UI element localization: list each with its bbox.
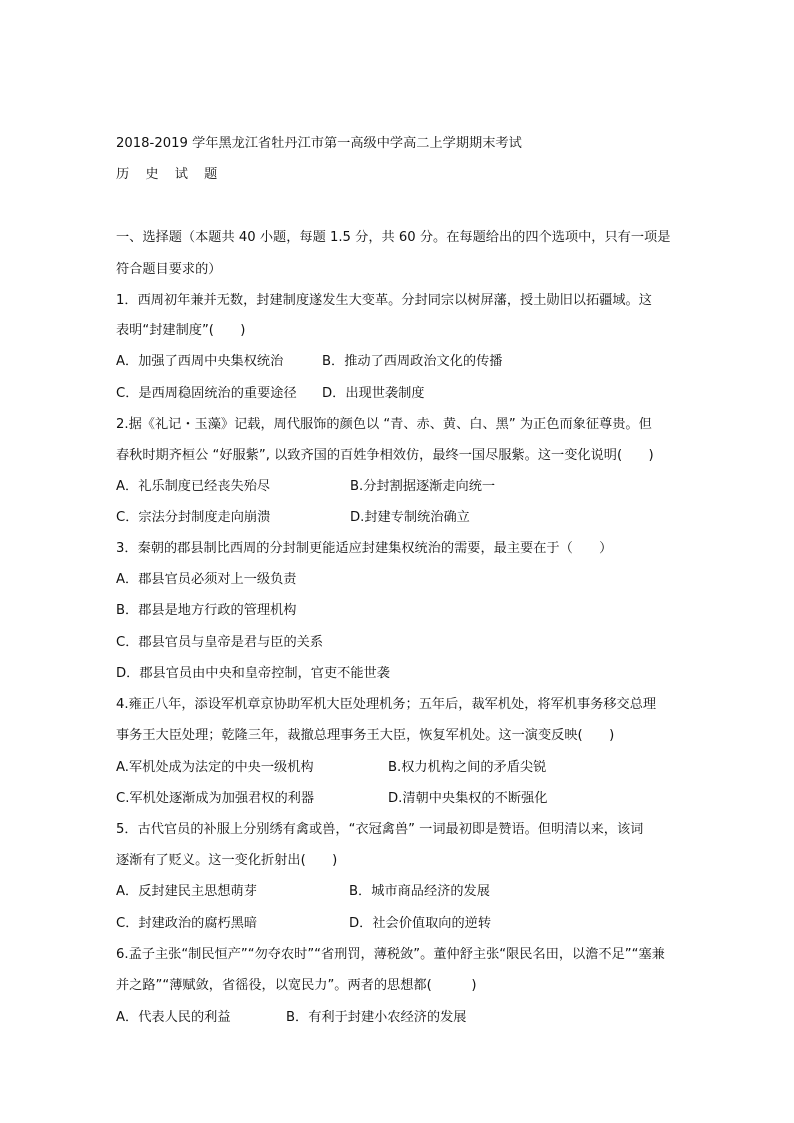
- question-3-stem: 3．秦朝的郡县制比西周的分封制更能适应封建集权统治的需要，最主要在于（ ）: [116, 541, 613, 556]
- question-3-option-c: C．郡县官员与皇帝是君与臣的关系: [116, 635, 324, 650]
- question-4-option-b: B.权力机构之间的矛盾尖锐: [388, 760, 547, 775]
- question-4-option-d: D.清朝中央集权的不断强化: [388, 791, 548, 806]
- question-6-stem-line-2: 并之路”“薄赋敛，省徭役，以宽民力”。两者的思想都( ): [116, 978, 477, 993]
- exam-title: 2018-2019 学年黑龙江省牡丹江市第一高级中学高二上学期期末考试: [116, 136, 522, 151]
- question-5-option-b: B．城市商品经济的发展: [349, 884, 490, 899]
- question-4-option-a: A.军机处成为法定的中央一级机构: [116, 760, 314, 775]
- question-3-option-b: B．郡县是地方行政的管理机构: [116, 603, 297, 618]
- question-2-option-b: B.分封割据逐渐走向统一: [350, 479, 496, 494]
- question-5-stem-line-1: 5．古代官员的补服上分别绣有禽或兽，“衣冠禽兽” 一词最初即是赞语。但明清以来，该词: [116, 822, 644, 837]
- question-5-option-a: A．反封建民主思想萌芽: [116, 884, 257, 899]
- question-5-option-d: D．社会价值取向的逆转: [349, 916, 492, 931]
- question-1-option-c: C．是西周稳固统治的重要途径: [116, 386, 297, 401]
- question-5-option-c: C．封建政治的腐朽黑暗: [116, 916, 258, 931]
- question-5-stem-line-2: 逐渐有了贬义。这一变化折射出( ): [116, 853, 338, 868]
- question-4-stem-line-2: 事务王大臣处理；乾隆三年，裁撤总理事务王大臣，恢复军机处。这一演变反映( ): [116, 728, 615, 743]
- question-3-option-a: A．郡县官员必须对上一级负责: [116, 572, 297, 587]
- question-1-stem-line-2: 表明“封建制度”( ): [116, 323, 246, 338]
- section-instructions-line-1: 一、选择题（本题共 40 小题，每题 1.5 分，共 60 分。在每题给出的四个选项中，只有一项是: [116, 230, 671, 245]
- question-4-option-c: C.军机处逐渐成为加强君权的利器: [116, 791, 315, 806]
- question-2-stem-line-2: 春秋时期齐桓公 “好服紫”, 以致齐国的百姓争相效仿，最终一国尽服紫。这一变化说明( ): [116, 448, 654, 463]
- exam-subtitle: 历 史 试 题: [116, 167, 221, 182]
- question-2-stem-line-1: 2.据《礼记・玉藻》记载，周代服饰的颜色以 “青、赤、黄、白、黑” 为正色而象征尊贵。但: [116, 417, 652, 432]
- question-6-option-b: B．有利于封建小农经济的发展: [286, 1010, 467, 1025]
- section-instructions-line-2: 符合题目要求的）: [116, 262, 222, 277]
- question-3-option-d: D．郡县官员由中央和皇帝控制，官吏不能世袭: [116, 666, 390, 681]
- question-2-option-c: C．宗法分封制度走向崩溃: [116, 510, 271, 525]
- question-1-option-d: D．出现世袭制度: [322, 386, 425, 401]
- question-1-option-a: A．加强了西周中央集权统治: [116, 354, 284, 369]
- question-2-option-d: D.封建专制统治确立: [350, 510, 470, 525]
- question-1-stem-line-1: 1．西周初年兼并无数，封建制度遂发生大变革。分封同宗以树屏藩，授土勋旧以拓疆域。这: [116, 293, 652, 308]
- question-2-option-a: A．礼乐制度已经丧失殆尽: [116, 479, 271, 494]
- question-1-option-b: B．推动了西周政治文化的传播: [322, 354, 503, 369]
- question-6-option-a: A．代表人民的利益: [116, 1010, 231, 1025]
- question-4-stem-line-1: 4.雍正八年，添设军机章京协助军机大臣处理机务；五年后，裁军机处，将军机事务移交总理: [116, 697, 657, 712]
- question-6-stem-line-1: 6.孟子主张“制民恒产”“勿夺农时”“省刑罚，薄税敛”。董仲舒主张“限民名田，以澹不足”“塞兼: [116, 947, 665, 962]
